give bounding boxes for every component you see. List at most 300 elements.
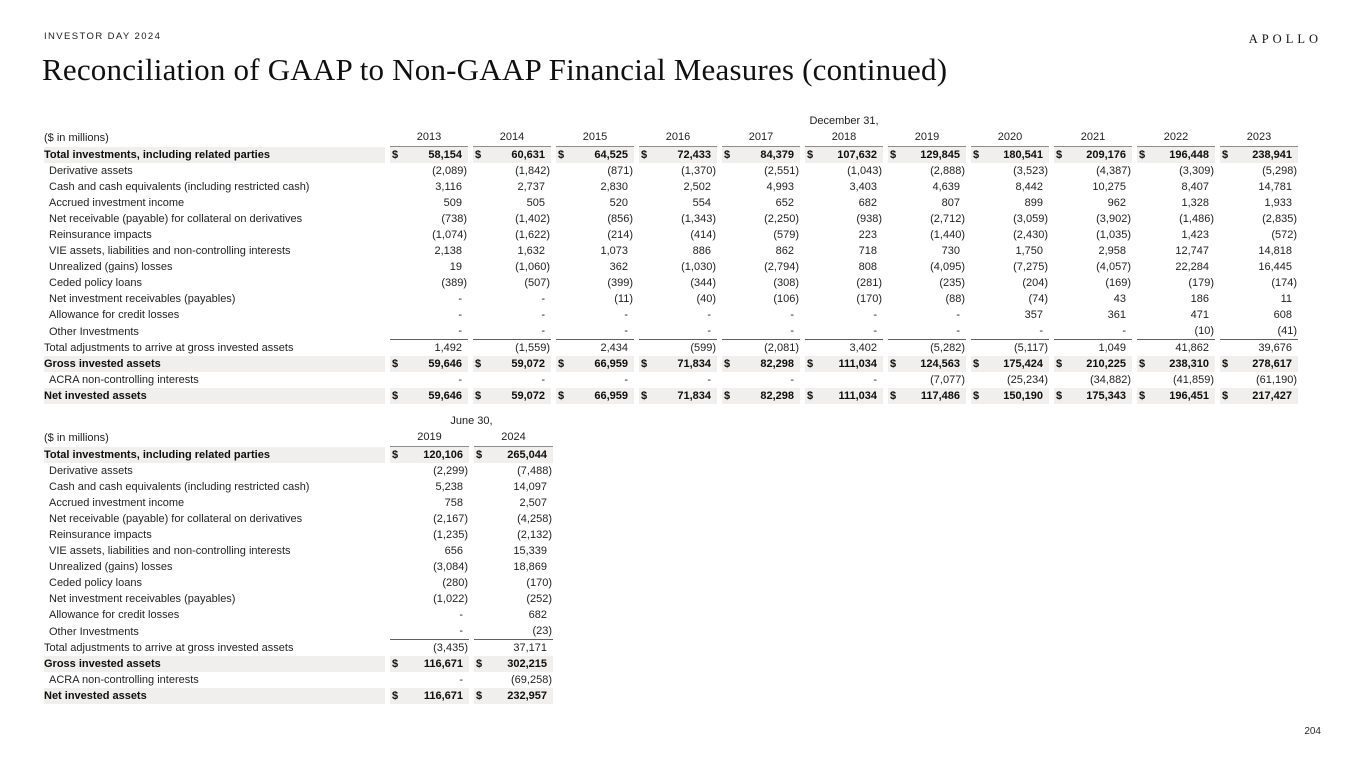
row-label: ACRA non-controlling interests <box>49 674 199 686</box>
value: (1,035) <box>1096 229 1131 241</box>
value-cell <box>1054 275 1132 291</box>
value-cell <box>639 227 717 243</box>
value-cell <box>473 243 551 259</box>
row-label: VIE assets, liabilities and non-controlling interests <box>49 245 291 257</box>
value-cell <box>1137 323 1215 340</box>
table-row <box>44 243 1298 259</box>
value: (507) <box>524 277 550 289</box>
value: 862 <box>775 245 794 257</box>
value: (2,132) <box>517 529 552 541</box>
value: 124,563 <box>920 358 960 370</box>
value-cell <box>639 340 717 356</box>
dollar-sign: $ <box>724 390 731 402</box>
value-cell <box>888 372 966 388</box>
value: (69,258) <box>511 674 552 686</box>
value-cell <box>556 372 634 388</box>
value-cell <box>473 211 551 227</box>
june-30-table <box>39 414 558 704</box>
row-label: Unrealized (gains) losses <box>49 261 173 273</box>
dollar-sign: $ <box>476 690 483 702</box>
table-row <box>44 147 1298 163</box>
value: 302,215 <box>507 658 547 670</box>
value: (2,430) <box>1013 229 1048 241</box>
value: 180,541 <box>1003 149 1043 161</box>
value-cell <box>639 291 717 307</box>
dollar-sign: $ <box>1056 358 1063 370</box>
value-cell <box>1137 356 1215 372</box>
value: - <box>790 309 794 321</box>
value: 14,818 <box>1258 245 1292 257</box>
table-row <box>44 307 1298 323</box>
value-cell <box>473 147 551 163</box>
value-cell <box>639 388 717 404</box>
value: 278,617 <box>1252 358 1292 370</box>
value: (2,551) <box>764 165 799 177</box>
value: 150,190 <box>1003 390 1043 402</box>
value-cell <box>390 323 468 340</box>
value: - <box>790 374 794 386</box>
value-cell <box>1137 227 1215 243</box>
value-cell <box>971 195 1049 211</box>
value: 8,407 <box>1181 181 1209 193</box>
year-header-2017: 2017 <box>722 129 800 147</box>
value-cell <box>1220 179 1298 195</box>
value: 505 <box>526 197 545 209</box>
year-header-row <box>44 129 1298 147</box>
value-cell <box>556 388 634 404</box>
value-cell <box>722 356 800 372</box>
value-cell <box>474 559 553 575</box>
value-cell <box>722 291 800 307</box>
year-header-2023: 2023 <box>1220 129 1298 147</box>
value-cell <box>390 179 468 195</box>
value-cell <box>971 275 1049 291</box>
value: 5,238 <box>435 481 463 493</box>
value: (599) <box>690 342 716 354</box>
value: 4,993 <box>766 181 794 193</box>
value-cell <box>473 259 551 275</box>
value-cell <box>639 372 717 388</box>
table-row <box>44 340 1298 356</box>
value: (2,167) <box>433 513 468 525</box>
value: 361 <box>1107 309 1126 321</box>
value-cell <box>390 623 469 640</box>
value: (4,387) <box>1096 165 1131 177</box>
value: - <box>873 374 877 386</box>
value-cell <box>1220 307 1298 323</box>
dollar-sign: $ <box>1139 358 1146 370</box>
value-cell <box>1137 211 1215 227</box>
value: 82,298 <box>760 358 794 370</box>
value: 3,402 <box>849 342 877 354</box>
value-cell <box>473 163 551 179</box>
value-cell <box>1220 195 1298 211</box>
value: 962 <box>1107 197 1126 209</box>
value: - <box>541 325 545 337</box>
value-cell <box>474 543 553 559</box>
value: (7,488) <box>517 465 552 477</box>
row-label: Accrued investment income <box>49 497 185 509</box>
value-cell <box>971 211 1049 227</box>
value-cell <box>805 163 883 179</box>
value: - <box>459 674 463 686</box>
row-label: Total investments, including related parties <box>44 147 385 163</box>
dollar-sign: $ <box>475 390 482 402</box>
value-cell <box>888 340 966 356</box>
value-cell <box>390 372 468 388</box>
row-label: Net investment receivables (payables) <box>49 593 236 605</box>
year-header-2021: 2021 <box>1054 129 1132 147</box>
value-cell <box>556 340 634 356</box>
value-cell <box>390 575 469 591</box>
value-cell <box>390 495 469 511</box>
row-label: Reinsurance impacts <box>49 529 152 541</box>
value: (3,059) <box>1013 213 1048 225</box>
row-label: ACRA non-controlling interests <box>49 374 199 386</box>
value-cell <box>722 307 800 323</box>
table-row <box>44 259 1298 275</box>
table-row <box>44 372 1298 388</box>
row-label: Allowance for credit losses <box>49 609 180 621</box>
value: - <box>458 293 462 305</box>
value-cell <box>971 291 1049 307</box>
value: - <box>541 293 545 305</box>
value: 72,433 <box>677 149 711 161</box>
value-cell <box>722 227 800 243</box>
unit-label: ($ in millions) <box>44 432 109 444</box>
value-cell <box>971 259 1049 275</box>
value-cell <box>639 179 717 195</box>
value: 82,298 <box>760 390 794 402</box>
row-label: Other Investments <box>49 625 139 638</box>
dollar-sign: $ <box>1139 149 1146 161</box>
value: (389) <box>441 277 467 289</box>
value: (1,343) <box>681 213 716 225</box>
value-cell <box>556 307 634 323</box>
value: 1,750 <box>1015 245 1043 257</box>
value-cell <box>971 147 1049 163</box>
value: 1,632 <box>517 245 545 257</box>
year-header-2024: 2024 <box>474 429 553 447</box>
dollar-sign: $ <box>1222 149 1229 161</box>
value-cell <box>474 672 553 688</box>
row-label: Net investment receivables (payables) <box>49 293 236 305</box>
value: 682 <box>858 197 877 209</box>
value-cell <box>1220 227 1298 243</box>
table-june-30 <box>44 414 558 704</box>
row-label: Total adjustments to arrive at gross invested assets <box>44 342 294 354</box>
value-cell <box>722 147 800 163</box>
table-row <box>44 640 553 656</box>
value-cell <box>390 340 468 356</box>
dollar-sign: $ <box>890 358 897 370</box>
row-label: Reinsurance impacts <box>49 229 152 241</box>
value-cell <box>474 640 553 656</box>
value-cell <box>473 340 551 356</box>
value: (579) <box>773 229 799 241</box>
value-cell <box>556 211 634 227</box>
value: (1,022) <box>433 593 468 605</box>
dollar-sign: $ <box>890 390 897 402</box>
value: - <box>1122 325 1126 337</box>
value: - <box>624 374 628 386</box>
value-cell <box>888 147 966 163</box>
value: 2,502 <box>683 181 711 193</box>
value: 471 <box>1190 309 1209 321</box>
value: (4,095) <box>930 261 965 273</box>
value-cell <box>805 275 883 291</box>
december-31-table <box>39 114 1303 404</box>
table-row <box>44 591 553 607</box>
value: - <box>459 625 463 637</box>
value: 11 <box>1280 293 1292 305</box>
value: (11) <box>614 293 633 305</box>
dollar-sign: $ <box>641 390 648 402</box>
group-header-label: June 30, <box>450 415 493 427</box>
value-cell <box>1054 195 1132 211</box>
row-label: Total investments, including related parties <box>44 447 385 463</box>
dollar-sign: $ <box>475 358 482 370</box>
value: (3,435) <box>433 642 468 654</box>
value: (7,275) <box>1013 261 1048 273</box>
value-cell <box>474 495 553 511</box>
table-row <box>44 356 1298 372</box>
unit-label: ($ in millions) <box>44 132 109 144</box>
value: - <box>707 309 711 321</box>
dollar-sign: $ <box>1139 390 1146 402</box>
value-cell <box>1054 323 1132 340</box>
year-header-2022: 2022 <box>1137 129 1215 147</box>
row-label: Allowance for credit losses <box>49 309 180 321</box>
value: (938) <box>856 213 882 225</box>
row-label: Accrued investment income <box>49 197 185 209</box>
value-cell <box>1054 179 1132 195</box>
row-label: Total adjustments to arrive at gross invested assets <box>44 642 294 654</box>
table-row <box>44 463 553 479</box>
value: (61,190) <box>1256 374 1297 386</box>
value: (1,043) <box>847 165 882 177</box>
value: 66,959 <box>594 358 628 370</box>
value: 362 <box>609 261 628 273</box>
dollar-sign: $ <box>392 690 399 702</box>
value-cell <box>556 275 634 291</box>
value: (280) <box>442 577 468 589</box>
value: 886 <box>692 245 711 257</box>
value: (1,060) <box>515 261 550 273</box>
value-cell <box>390 447 469 463</box>
value: (3,902) <box>1096 213 1131 225</box>
dollar-sign: $ <box>476 449 483 461</box>
value: 210,225 <box>1086 358 1126 370</box>
table-row <box>44 388 1298 404</box>
value-cell <box>639 307 717 323</box>
value-cell <box>805 372 883 388</box>
value-cell <box>1137 179 1215 195</box>
table-row <box>44 672 553 688</box>
value-cell <box>390 227 468 243</box>
value: 175,424 <box>1003 358 1043 370</box>
value: (10) <box>1194 325 1214 337</box>
table-row <box>44 195 1298 211</box>
value: 2,830 <box>600 181 628 193</box>
value: 111,034 <box>838 390 877 402</box>
value-cell <box>556 179 634 195</box>
value: 2,138 <box>434 245 462 257</box>
row-label: Ceded policy loans <box>49 577 142 589</box>
value-cell <box>474 623 553 640</box>
value-cell <box>556 163 634 179</box>
value: 656 <box>444 545 463 557</box>
row-label: Cash and cash equivalents (including restricted cash) <box>49 181 310 193</box>
value-cell <box>473 356 551 372</box>
value-cell <box>473 291 551 307</box>
value: 59,072 <box>511 358 545 370</box>
value: 520 <box>609 197 628 209</box>
value-cell <box>474 575 553 591</box>
value-cell <box>1220 356 1298 372</box>
value-cell <box>805 195 883 211</box>
value: 238,310 <box>1169 358 1209 370</box>
year-header-2014: 2014 <box>473 129 551 147</box>
group-header-row <box>44 114 1298 129</box>
value: (106) <box>773 293 799 305</box>
value: 232,957 <box>507 690 547 702</box>
value-cell <box>1054 388 1132 404</box>
table-row <box>44 527 553 543</box>
value-cell <box>639 323 717 340</box>
value: 116,671 <box>423 658 463 670</box>
table-row <box>44 511 553 527</box>
value: 217,427 <box>1252 390 1292 402</box>
value: (1,559) <box>515 342 550 354</box>
value: 4,639 <box>932 181 960 193</box>
value-cell <box>1137 163 1215 179</box>
value-cell <box>390 688 469 704</box>
value: (308) <box>773 277 799 289</box>
value: 1,328 <box>1181 197 1209 209</box>
value-cell <box>390 543 469 559</box>
value: 1,423 <box>1181 229 1209 241</box>
value: 19 <box>449 261 462 273</box>
group-header-row <box>44 414 553 429</box>
dollar-sign: $ <box>558 358 565 370</box>
value-cell <box>722 195 800 211</box>
value: - <box>956 325 960 337</box>
dollar-sign: $ <box>558 149 565 161</box>
value: (2,712) <box>930 213 965 225</box>
value-cell <box>1220 243 1298 259</box>
value: 18,869 <box>513 561 547 573</box>
value-cell <box>474 656 553 672</box>
dollar-sign: $ <box>890 149 897 161</box>
value-cell <box>971 356 1049 372</box>
value-cell <box>390 479 469 495</box>
row-label: Net invested assets <box>44 688 385 704</box>
value: 64,525 <box>594 149 628 161</box>
value-cell <box>888 211 966 227</box>
value: 1,492 <box>434 342 462 354</box>
year-header-2018: 2018 <box>805 129 883 147</box>
table-row <box>44 323 1298 340</box>
value-cell <box>722 323 800 340</box>
value: 265,044 <box>507 449 547 461</box>
table-row <box>44 575 553 591</box>
value-cell <box>888 243 966 259</box>
row-label: Net receivable (payable) for collateral on derivatives <box>49 213 303 225</box>
value: 107,632 <box>837 149 877 161</box>
dollar-sign: $ <box>1222 358 1229 370</box>
value: (41) <box>1277 325 1297 337</box>
value-cell <box>556 243 634 259</box>
row-label: Net invested assets <box>44 388 385 404</box>
value-cell <box>888 356 966 372</box>
value: (74) <box>1028 293 1048 305</box>
value: - <box>873 325 877 337</box>
dollar-sign: $ <box>392 390 399 402</box>
value: 682 <box>528 609 547 621</box>
value-cell <box>390 275 468 291</box>
table-row <box>44 211 1298 227</box>
row-label: Gross invested assets <box>44 356 385 372</box>
table-row <box>44 447 553 463</box>
value: 39,676 <box>1258 342 1292 354</box>
value-cell <box>805 147 883 163</box>
value-cell <box>1137 340 1215 356</box>
value-cell <box>390 307 468 323</box>
value-cell <box>390 211 468 227</box>
value: 2,507 <box>519 497 547 509</box>
value: - <box>459 609 463 621</box>
value-cell <box>1137 275 1215 291</box>
value: (3,084) <box>433 561 468 573</box>
value-cell <box>1220 323 1298 340</box>
value: - <box>458 374 462 386</box>
value: 608 <box>1273 309 1292 321</box>
value: - <box>707 374 711 386</box>
value: 808 <box>858 261 877 273</box>
value: (2,794) <box>764 261 799 273</box>
value: (871) <box>607 165 633 177</box>
value-cell <box>971 243 1049 259</box>
value-cell <box>805 356 883 372</box>
value: (41,859) <box>1173 374 1214 386</box>
value: - <box>1039 325 1043 337</box>
value-cell <box>390 259 468 275</box>
dollar-sign: $ <box>475 149 482 161</box>
value-cell <box>473 275 551 291</box>
value: 899 <box>1024 197 1043 209</box>
value-cell <box>639 147 717 163</box>
value-cell <box>888 275 966 291</box>
year-header-2016: 2016 <box>639 129 717 147</box>
value: 16,445 <box>1258 261 1292 273</box>
value-cell <box>639 259 717 275</box>
value: (5,298) <box>1262 165 1297 177</box>
year-header-2019: 2019 <box>888 129 966 147</box>
value-cell <box>1137 307 1215 323</box>
value-cell <box>390 527 469 543</box>
value: - <box>873 309 877 321</box>
value: 10,275 <box>1092 181 1126 193</box>
value-cell <box>971 179 1049 195</box>
value: 196,448 <box>1169 149 1209 161</box>
value-cell <box>971 307 1049 323</box>
value: (1,486) <box>1179 213 1214 225</box>
value: 509 <box>443 197 462 209</box>
value-cell <box>1220 259 1298 275</box>
value: (1,074) <box>432 229 467 241</box>
table-december-31 <box>44 114 1303 404</box>
